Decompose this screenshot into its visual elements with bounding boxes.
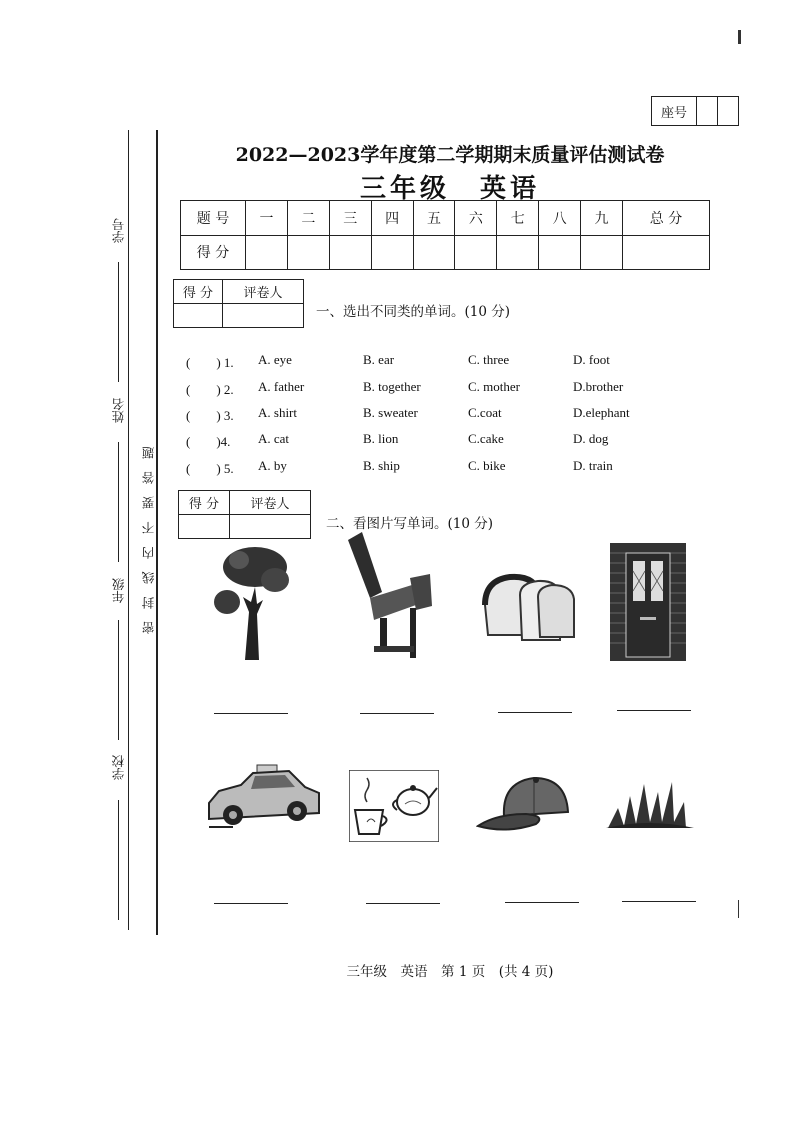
grade-label: 年级 (111, 578, 126, 603)
answer-blank[interactable] (214, 903, 288, 904)
option-d: D.brother (573, 379, 624, 394)
option-b: B. ear (363, 352, 395, 367)
section2-title: 二、看图片写单词。(10 分) (326, 516, 494, 532)
option-a: A. shirt (258, 405, 297, 420)
grader-name-cell[interactable] (230, 515, 311, 539)
seat-number-cell (697, 97, 718, 125)
school-label: 学校 (111, 755, 126, 780)
seat-number-cell (718, 97, 738, 125)
question-row (186, 431, 608, 450)
option-b: B. sweater (363, 405, 418, 420)
page-footer: 三年级 英语 第 1 页 (共 4 页) (346, 964, 554, 980)
score-header-cell: 总 分 (623, 201, 710, 236)
option-b: B. lion (363, 431, 399, 446)
score-header-cell: 三 (329, 201, 371, 236)
option-c: C.cake (468, 431, 504, 446)
scan-mark (738, 30, 741, 44)
seal-warning-text: 密 封 线 内 不 要 答 题 (141, 446, 156, 634)
option-c: C.coat (468, 405, 502, 420)
option-b: B. ship (363, 458, 400, 473)
option-a: A. father (258, 379, 305, 394)
answer-blank[interactable] (366, 903, 440, 904)
name-label: 姓名 (111, 398, 126, 423)
binding-line-thin (128, 130, 129, 930)
grader-name-label: 评卷人 (230, 491, 311, 515)
seat-number-label: 座号 (652, 97, 697, 125)
grader-score-cell[interactable] (179, 515, 230, 539)
school-line (118, 800, 119, 920)
score-input-cell[interactable] (497, 235, 539, 270)
grader-score-cell[interactable] (174, 304, 223, 328)
option-c: C. bike (468, 458, 506, 473)
section1-title: 一、选出不同类的单词。(10 分) (316, 304, 511, 320)
taxi-picture (205, 763, 323, 833)
score-input-cell[interactable] (539, 235, 581, 270)
score-input-cell[interactable] (371, 235, 413, 270)
student-number-label: 学号 (111, 218, 126, 243)
score-header-cell: 二 (287, 201, 329, 236)
grader-box-section2 (178, 490, 311, 539)
score-input-cell[interactable] (623, 235, 710, 270)
answer-blank[interactable] (622, 901, 696, 902)
scan-mark (738, 900, 739, 918)
question-row (186, 458, 613, 477)
answer-blank[interactable] (360, 713, 434, 714)
grader-name-cell[interactable] (223, 304, 304, 328)
chair-picture (340, 530, 440, 665)
question-row (186, 352, 610, 371)
question-row (186, 405, 630, 424)
cap-picture (476, 772, 576, 834)
score-input-cell[interactable] (455, 235, 497, 270)
option-c: C. mother (468, 379, 520, 394)
option-d: D. foot (573, 352, 610, 367)
score-header-cell: 一 (246, 201, 288, 236)
score-row-label: 得 分 (181, 235, 246, 270)
score-input-cell[interactable] (581, 235, 623, 270)
answer-blank[interactable] (505, 902, 579, 903)
grader-box-section1 (173, 279, 304, 328)
score-header-cell: 八 (539, 201, 581, 236)
name-line (118, 442, 119, 562)
score-header-cell: 四 (371, 201, 413, 236)
score-header-cell: 七 (497, 201, 539, 236)
tree-picture (205, 542, 295, 662)
grader-score-label: 得 分 (179, 491, 230, 515)
answer-blank[interactable] (498, 712, 572, 713)
score-input-cell[interactable] (246, 235, 288, 270)
option-a: A. eye (258, 352, 292, 367)
question-number[interactable]: ( ) 5. (186, 461, 234, 476)
option-d: D.elephant (573, 405, 630, 420)
option-d: D. dog (573, 431, 609, 446)
score-input-cell[interactable] (287, 235, 329, 270)
question-number[interactable]: ( ) 2. (186, 382, 234, 397)
grader-name-label: 评卷人 (223, 280, 304, 304)
answer-blank[interactable] (617, 710, 691, 711)
score-table (180, 200, 710, 270)
question-number[interactable]: ( ) 3. (186, 408, 234, 423)
grade-line (118, 620, 119, 740)
seat-number-box (651, 96, 739, 126)
option-d: D. train (573, 458, 613, 473)
grass-picture (604, 778, 696, 830)
score-header-cell: 五 (413, 201, 455, 236)
question-row (186, 379, 623, 398)
question-number[interactable]: ( )4. (186, 434, 231, 449)
score-header-cell: 题 号 (181, 201, 246, 236)
student-number-line (118, 262, 119, 382)
score-header-cell: 九 (581, 201, 623, 236)
option-c: C. three (468, 352, 510, 367)
option-a: A. cat (258, 431, 290, 446)
option-b: B. together (363, 379, 421, 394)
grader-score-label: 得 分 (174, 280, 223, 304)
score-header-cell: 六 (455, 201, 497, 236)
score-input-cell[interactable] (413, 235, 455, 270)
answer-blank[interactable] (214, 713, 288, 714)
door-picture (610, 543, 686, 661)
score-input-cell[interactable] (329, 235, 371, 270)
option-a: A. by (258, 458, 287, 473)
exam-subtitle: 三年级 英语 (359, 174, 540, 204)
tea-picture (349, 770, 439, 842)
exam-title: 2022—2023学年度第二学期期末质量评估测试卷 (235, 144, 665, 166)
question-number[interactable]: ( ) 1. (186, 355, 234, 370)
bread-picture (480, 565, 580, 645)
